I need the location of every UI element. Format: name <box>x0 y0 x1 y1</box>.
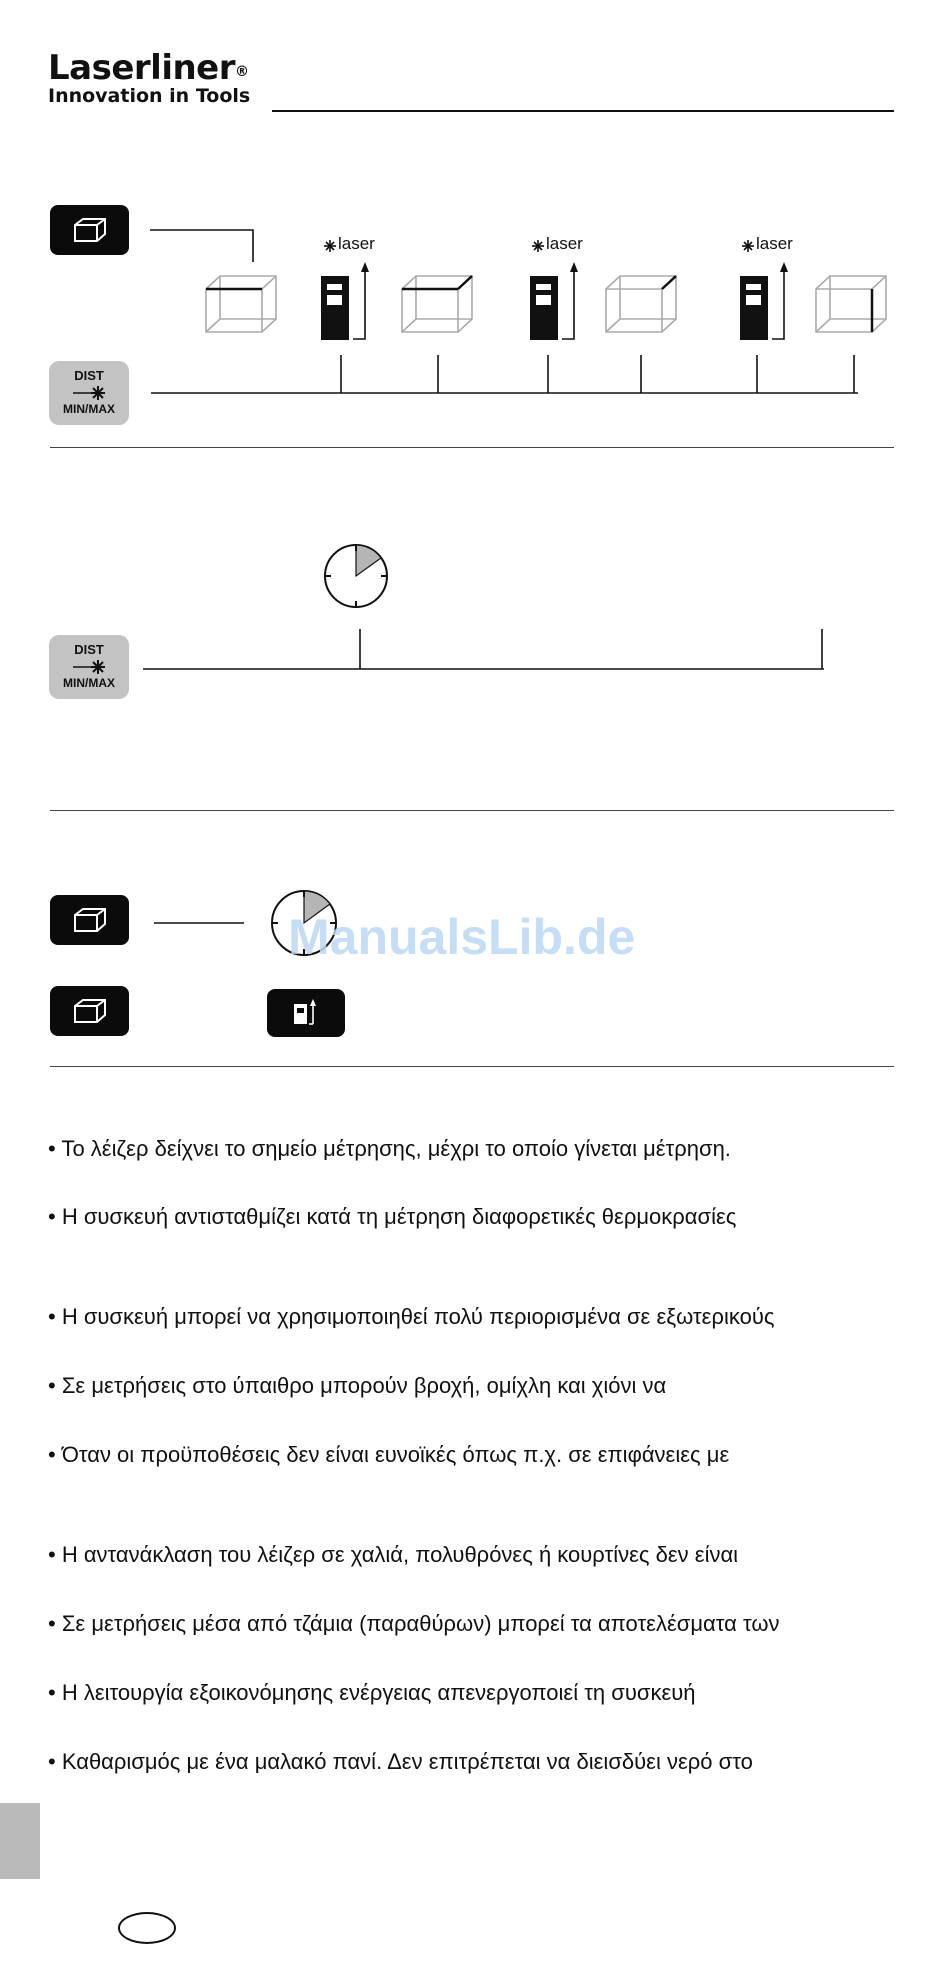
minmax-label: MIN/MAX <box>63 402 115 416</box>
diagram-continuous-measurement <box>0 520 950 680</box>
box-width-icon <box>402 276 472 332</box>
section-divider <box>50 1066 894 1067</box>
box-height-icon <box>816 276 886 332</box>
note-item: • Σε μετρήσεις μέσα από τζάμια (παραθύρων) μπορεί τα αποτελέσματα των <box>48 1611 780 1636</box>
laser-device-icon <box>740 262 788 340</box>
area-mode-button[interactable] <box>50 986 129 1036</box>
laser-device-icon <box>530 262 578 340</box>
note-item: • Η λειτουργία εξοικονόμησης ενέργειας απενεργοποιεί τη συσκευή <box>48 1680 696 1705</box>
note-item: • Το λέιζερ δείχνει το σημείο μέτρησης, μέχρι το οποίο γίνεται μέτρηση. <box>48 1136 731 1161</box>
note-item: • Η συσκευή αντισταθμίζει κατά τη μέτρηση διαφορετικές θερμοκρασίες <box>48 1204 737 1229</box>
box-depth-icon <box>606 276 676 332</box>
laser-device-icon <box>321 262 369 340</box>
note-item: • Η συσκευή μπορεί να χρησιμοποιηθεί πολύ περιορισμένα σε εξωτερικούς <box>48 1304 775 1329</box>
laser-star-icon <box>532 240 544 252</box>
laser-label: laser <box>338 234 375 253</box>
box-length-icon <box>206 276 276 332</box>
diagram-area-measurement <box>0 0 950 440</box>
registered-mark: ® <box>235 64 249 80</box>
note-item: • Όταν οι προϋποθέσεις δεν είναι ευνοϊκές όπως π.χ. σε επιφάνειες με <box>48 1442 730 1467</box>
note-item: • Καθαρισμός με ένα μαλακό πανί. Δεν επιτρέπεται να διεισδύει νερό στο <box>48 1749 753 1774</box>
laser-star-icon <box>742 240 754 252</box>
dist-label: DIST <box>74 642 104 657</box>
laser-star-icon <box>324 240 336 252</box>
laser-label: laser <box>756 234 793 253</box>
reference-button[interactable] <box>267 989 345 1037</box>
area-volume-icon <box>72 996 108 1026</box>
section-divider <box>50 447 894 448</box>
language-badge <box>118 1912 176 1944</box>
note-item: • Η αντανάκλαση του λέιζερ σε χαλιά, πολυθρόνες ή κουρτίνες δεν είναι <box>48 1542 739 1567</box>
note-item: • Σε μετρήσεις στο ύπαιθρο μπορούν βροχή, ομίχλη και χιόνι να <box>48 1373 667 1398</box>
device-reference-icon <box>291 998 321 1028</box>
section-divider <box>50 810 894 811</box>
timer-icon <box>325 545 387 607</box>
laser-label: laser <box>546 234 583 253</box>
watermark: ManualsLib.de <box>288 909 636 965</box>
page-edge-tab <box>0 1803 40 1879</box>
brand-tagline: Innovation in Tools <box>48 85 251 107</box>
minmax-label: MIN/MAX <box>63 676 115 690</box>
dist-label: DIST <box>74 368 104 383</box>
brand-name: Laserliner <box>48 48 236 88</box>
